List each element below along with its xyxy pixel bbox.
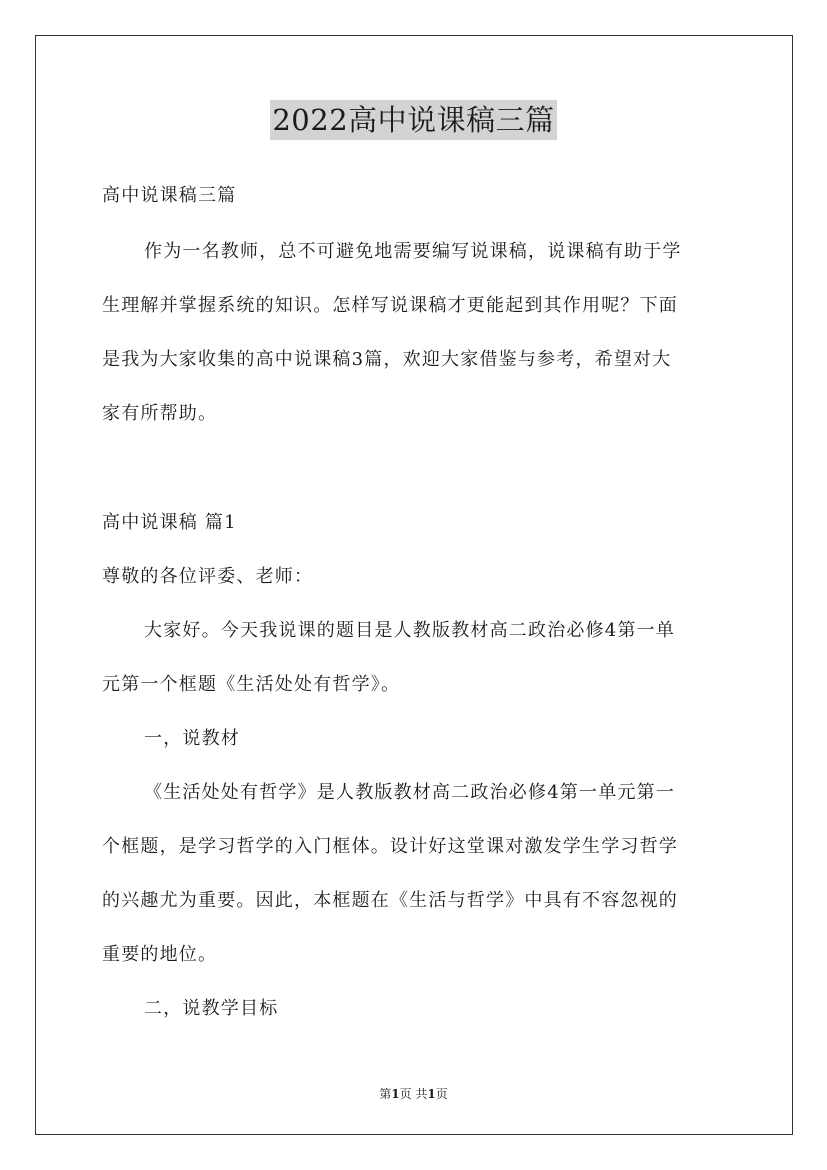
intro-line-1: 作为一名教师，总不可避免地需要编写说课稿，说课稿有助于学 — [144, 241, 682, 262]
intro-line-2: 生理解并掌握系统的知识。怎样写说课稿才更能起到其作用呢？下面 — [102, 295, 678, 316]
heading-two: 二，说教学目标 — [144, 998, 279, 1019]
subtitle: 高中说课稿三篇 — [102, 185, 237, 206]
para2-line-1: 《生活处处有哲学》是人教版教材高二政治必修4第一单元第一 — [144, 782, 676, 803]
para1-line-1: 大家好。今天我说课的题目是人教版教材高二政治必修4第一单 — [144, 620, 676, 641]
section-heading: 高中说课稿 篇1 — [102, 512, 237, 533]
intro-line-3: 是我为大家收集的高中说课稿3篇，欢迎大家借鉴与参考，希望对大 — [102, 349, 672, 370]
para1-line-2: 元第一个框题《生活处处有哲学》。 — [102, 674, 401, 695]
intro-line-4: 家有所帮助。 — [102, 403, 218, 424]
footer-page-number: 1 — [391, 1087, 400, 1101]
para2-line-2: 个框题，是学习哲学的入门框体。设计好这堂课对激发学生学习哲学 — [102, 836, 678, 857]
para2-line-4: 重要的地位。 — [102, 944, 218, 965]
heading-one: 一，说教材 — [144, 728, 240, 749]
footer-suffix: 页 — [435, 1087, 448, 1101]
para2-line-3: 的兴趣尤为重要。因此，本框题在《生活与哲学》中具有不容忽视的 — [102, 890, 678, 911]
document-title[interactable]: 2022高中说课稿三篇 — [270, 100, 556, 140]
footer-prefix: 第 — [379, 1087, 392, 1101]
salutation: 尊敬的各位评委、老师： — [102, 566, 314, 587]
title-container — [0, 100, 827, 140]
page-footer — [0, 1085, 827, 1102]
footer-mid: 页 共 — [399, 1087, 428, 1101]
footer-total-pages: 1 — [427, 1087, 436, 1101]
